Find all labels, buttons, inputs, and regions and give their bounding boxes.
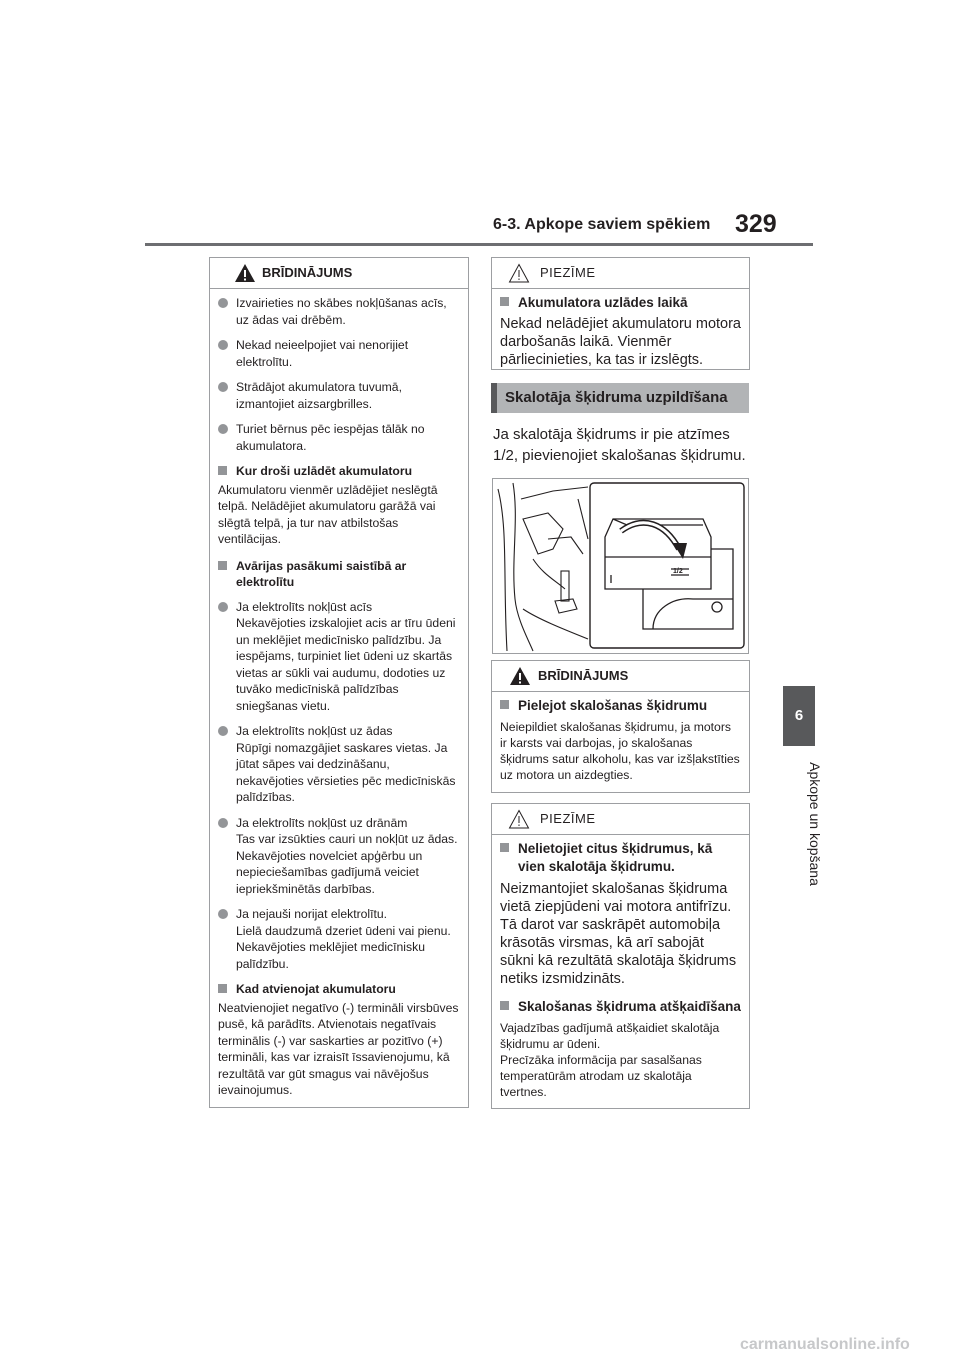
section-title-bar — [491, 383, 749, 413]
list-item — [218, 295, 460, 328]
note-triangle-icon — [508, 809, 530, 829]
section-header: 6-3. Apkope saviem spēkiem — [493, 216, 711, 233]
header-rule — [145, 243, 813, 246]
warning-header — [492, 661, 749, 692]
engine-bay-drawing — [493, 479, 748, 653]
item-head: Ja elektrolīts nokļūst uz drānām — [236, 815, 408, 830]
note-item-title: Skalošanas šķidruma atšķaidīšana — [518, 999, 741, 1014]
subheading-text: Kur droši uzlādēt akumulatoru — [236, 464, 413, 478]
list-item — [218, 421, 460, 454]
warning-item-title: Pielejot skalošanas šķidrumu — [518, 698, 708, 713]
item-text: Lielā daudzumā dzeriet ūdeni vai pienu. Nekavējoties meklējiet medicīnisku palīdzību. — [236, 923, 451, 971]
warning-header — [210, 258, 468, 289]
note-body — [492, 289, 749, 385]
note-item-title: Nelietojiet citus šķidrumus, kā vien skalotāja šķidrumu. — [518, 841, 713, 874]
note-text: Vajadzības gadījumā atšķaidiet skalotāja šķidrumu ar ūdeni. — [500, 1020, 720, 1051]
level-mark-label: 1/2 — [673, 568, 683, 575]
list-item — [218, 906, 460, 972]
subheading-emergency — [218, 558, 460, 591]
bullet-dot — [218, 602, 228, 612]
item-text: Nekavējoties izskalojiet acis ar tīru ūdeni un meklējiet medicīnisko palīdzību. Ja iespējams, turpiniet liet ūdeni uz skartās vietas ar sūkli vai audumu, dodoties uz tuvāko medicīniskā palīdzības sniegšanas vietu. — [236, 616, 456, 713]
right-warning-box — [491, 660, 750, 793]
item-head: Ja elektrolīts nokļūst uz ādas — [236, 724, 393, 738]
subheading-text: Kad atvienojat akumulatoru — [236, 982, 396, 996]
chapter-label — [795, 760, 823, 900]
list-item — [218, 815, 460, 898]
item-head: Ja elektrolīts nokļūst acīs — [236, 599, 373, 614]
bullet-dot — [218, 909, 228, 919]
bullet-dot — [218, 726, 228, 736]
note-item — [500, 998, 741, 1016]
note-triangle-icon — [508, 263, 530, 283]
warning-body — [492, 692, 749, 799]
list-item — [218, 599, 460, 715]
bullet-dot — [218, 424, 228, 434]
warning-item — [500, 697, 741, 715]
bullet-dot — [218, 382, 228, 392]
item-text: Rūpīgi nomazgājiet saskares vietas. Ja jūtat sāpes vai dedzināšanu, nekavējoties vērsieties pēc medicīniskās palīdzības. — [236, 740, 456, 804]
item-head: Ja nejauši norijat elektrolītu. — [236, 907, 388, 921]
subheading-disconnect — [218, 981, 460, 998]
note-item-title: Akumulatora uzlādes laikā — [518, 295, 688, 310]
note-header — [492, 258, 749, 289]
note-text: Neizmantojiet skalošanas šķidruma vietā ziepjūdeni vai motora antifrīzu. Tā darot var saskrāpēt automobiļa krāsotās virsmas, kā arī sabojāt sūkni kā rezultātā skalotāja šķidrums netiks izsmidzināts. — [500, 881, 737, 987]
square-bullet — [218, 466, 227, 475]
warning-text: Neiepildiet skalošanas šķidrumu, ja motors ir karsts vai darbojas, jo skalošanas šķidrums satur alkoholu, kas var izšļakstīties uz motora un aizdegties. — [500, 719, 740, 782]
square-bullet — [500, 1001, 509, 1010]
square-bullet — [218, 561, 227, 570]
bullet-text: Turiet bērnus pēc iespējas tālāk no akumulatora. — [236, 422, 425, 453]
note-item — [500, 840, 741, 875]
disconnect-text: Neatvienojiet negatīvo (-) termināli virsbūves pusē, kā parādīts. Atvienotais negatīvais terminālis (-) var saskarties ar pozitīvo (+) termināli, kas var izraisīt īssavienojumu, kā rezultātā var gūt smagus vai nāvējošus ievainojumus. — [218, 1000, 459, 1097]
square-bullet — [500, 843, 509, 852]
right-note-box-1 — [491, 257, 750, 370]
square-bullet — [500, 700, 509, 709]
list-item — [218, 379, 460, 412]
washer-reservoir-illustration — [492, 478, 749, 654]
note-text: Nekad nelādējiet akumulatoru motora darbošanās laikā. Vienmēr pārliecinieties, ka tas ir izslēgts. — [500, 315, 741, 368]
warning-title: BRĪDINĀJUMS — [538, 668, 629, 683]
note-title: PIEZĪME — [540, 265, 596, 280]
warning-triangle-icon — [509, 666, 531, 686]
subheading-text: Avārijas pasākumi saistībā ar elektrolītu — [236, 558, 407, 589]
list-item — [218, 723, 460, 806]
list-item — [218, 337, 460, 370]
note-header — [492, 804, 749, 835]
warning-title: BRĪDINĀJUMS — [262, 265, 353, 280]
bullet-text: Nekad neieelpojiet vai nenorijiet elektrolītu. — [236, 338, 409, 369]
page-number: 329 — [735, 210, 777, 238]
charge-text: Akumulatoru vienmēr uzlādējiet neslēgtā telpā. Nelādējiet akumulatoru garāžā vai slēgtā telpā, ja tur nav atbilstošas ventilācijas. — [218, 482, 438, 546]
note-body — [492, 835, 749, 1116]
note-text-2: Precīzāka informācija par sasalšanas temperatūrām atrodam uz skalotāja tvertnes. — [500, 1052, 702, 1099]
square-bullet — [500, 297, 509, 306]
warning-triangle-icon — [234, 263, 256, 283]
bullet-dot — [218, 818, 228, 828]
note-title: PIEZĪME — [540, 811, 596, 826]
bullet-dot — [218, 340, 228, 350]
warning-body — [210, 289, 468, 1115]
section-intro: Ja skalotāja šķidrums ir pie atzīmes 1/2, pievienojiet skalošanas šķidrumu. — [493, 426, 746, 464]
left-warning-box — [209, 257, 469, 1108]
bullet-text: Strādājot akumulatora tuvumā, izmantojiet aizsargbrilles. — [236, 380, 402, 411]
bullet-dot — [218, 298, 228, 308]
bullet-text: Izvairieties no skābes nokļūšanas acīs, uz ādas vai drēbēm. — [236, 296, 447, 327]
square-bullet — [218, 984, 227, 993]
chapter-tab: 6 — [783, 686, 815, 746]
right-note-box-2 — [491, 803, 750, 1109]
chapter-label-text: Apkope un kopšana — [807, 762, 823, 886]
subheading-charge — [218, 463, 460, 480]
item-text: Tas var izsūkties cauri un nokļūt uz ādas. Nekavējoties novelciet apģērbu un nepieciešamības gadījumā veiciet iepriekšminētās darbības. — [236, 832, 458, 896]
section-title: Skalotāja šķidruma uzpildīšana — [505, 389, 728, 406]
watermark: carmanualsonline.info — [740, 1336, 910, 1353]
note-item — [500, 294, 741, 312]
